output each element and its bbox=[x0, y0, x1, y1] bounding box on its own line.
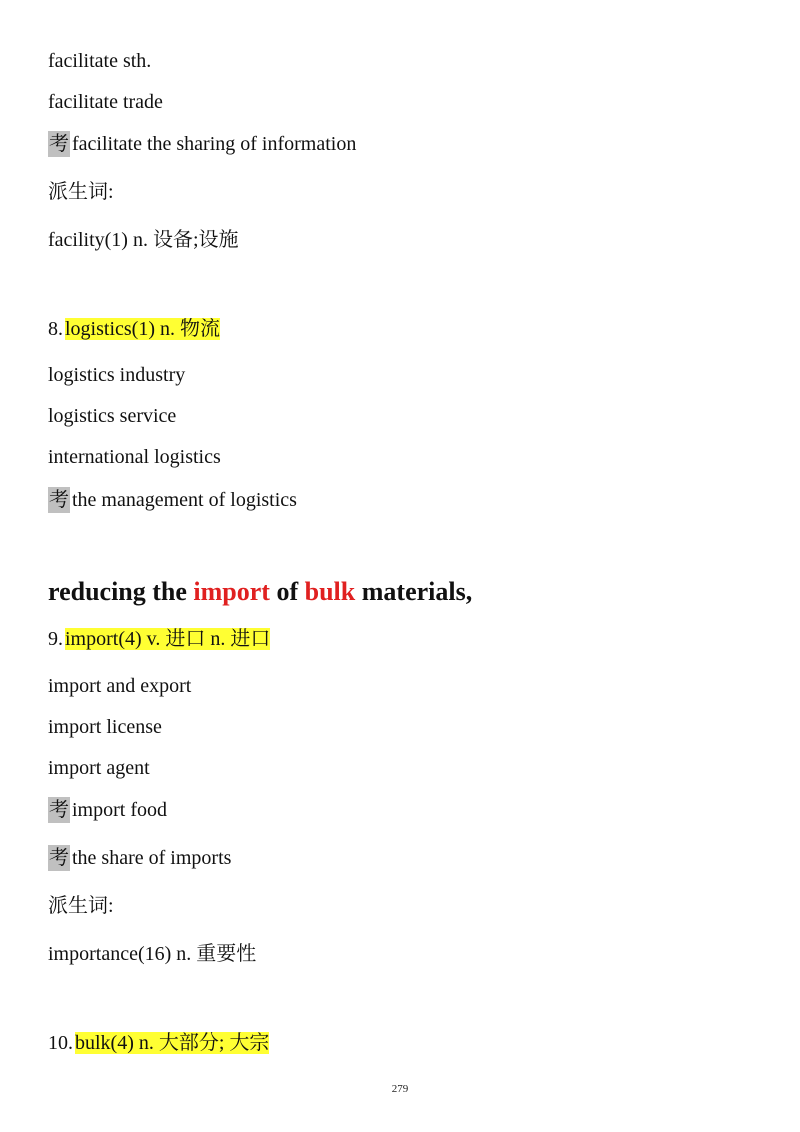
exam-phrase-line bbox=[48, 797, 167, 823]
headline-text: reducing the bbox=[48, 577, 194, 606]
phrase-text: the management of logistics bbox=[72, 489, 297, 511]
phrase-line: facilitate sth. bbox=[48, 50, 152, 72]
exam-phrase-line bbox=[48, 487, 297, 513]
derivative-line: importance(16) n. 重要性 bbox=[48, 943, 257, 965]
entry-number: 9. bbox=[48, 628, 63, 650]
phrase-line: import agent bbox=[48, 757, 150, 779]
phrase-line: import and export bbox=[48, 675, 192, 697]
entry-headword: import(4) v. 进口 n. 进口 bbox=[65, 628, 271, 650]
phrase-text: the share of imports bbox=[72, 847, 232, 869]
phrase-line: international logistics bbox=[48, 446, 221, 468]
entry-headword: bulk(4) n. 大部分; 大宗 bbox=[75, 1032, 270, 1054]
derivative-label: 派生词: bbox=[48, 181, 114, 203]
headline-keyword: bulk bbox=[304, 577, 356, 606]
headline-text: materials, bbox=[355, 577, 473, 606]
page-number: 279 bbox=[391, 1083, 409, 1095]
phrase-line: import license bbox=[48, 716, 162, 738]
exam-mark: 考 bbox=[49, 799, 69, 821]
derivative-label: 派生词: bbox=[48, 895, 114, 917]
headline-keyword: import bbox=[193, 577, 270, 606]
vocab-entry-9 bbox=[48, 626, 270, 652]
derivative-line: facility(1) n. 设备;设施 bbox=[48, 229, 239, 251]
phrase-text: import food bbox=[72, 799, 167, 821]
vocab-entry-10 bbox=[48, 1030, 269, 1056]
exam-phrase-line bbox=[48, 845, 231, 871]
sentence-headline bbox=[48, 576, 472, 608]
phrase-line: logistics industry bbox=[48, 364, 186, 386]
headline-text: of bbox=[269, 577, 305, 606]
entry-number: 10. bbox=[48, 1032, 73, 1054]
phrase-line: facilitate trade bbox=[48, 91, 163, 113]
exam-mark: 考 bbox=[49, 489, 69, 511]
phrase-line: logistics service bbox=[48, 405, 177, 427]
entry-number: 8. bbox=[48, 318, 63, 340]
entry-headword: logistics(1) n. 物流 bbox=[65, 318, 220, 340]
phrase-text: facilitate the sharing of information bbox=[72, 133, 357, 155]
vocab-entry-8 bbox=[48, 316, 220, 342]
exam-phrase-line bbox=[48, 131, 356, 157]
exam-mark: 考 bbox=[49, 847, 69, 869]
exam-mark: 考 bbox=[49, 133, 69, 155]
